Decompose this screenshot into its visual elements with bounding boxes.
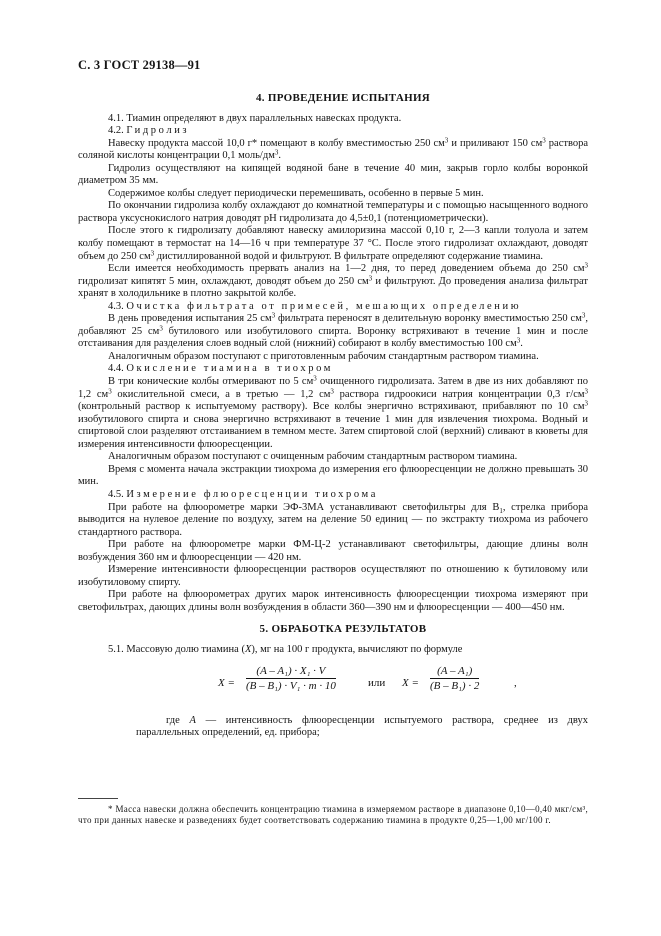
paragraph-cool: По окончании гидролиза колбу охлаждают до комнатной температуры и с помощью насыщенного водного раствора уксуснокислого натрия доводят рН гидролизата до 4,5±0,1 (потенциометрически). (78, 200, 588, 224)
page-header: С. 3 ГОСТ 29138—91 (78, 58, 201, 72)
paragraph-measure: Измерение интенсивности флюоресценции растворов осуществляют по отношению к бутиловому или изобутиловому спирту. (78, 564, 588, 588)
paragraph-time-limit: Время с момента начала экстракции тиохрома до измерения его флюоресценции не должно превышать 30 мин. (78, 463, 588, 488)
formula-numerator-1: (A – A₁) · X₁ · V (246, 665, 336, 680)
formula-fraction-1 (246, 665, 336, 693)
formula-lhs-2: X = (402, 676, 419, 689)
paragraph-hydrolysis: Гидролиз осуществляют на кипящей водяной бане в течение 40 мин, закрыв горло колбы воронкой диаметром 35 мм. (78, 162, 588, 187)
paragraph-amylorizin: После этого к гидролизату добавляют навеску амилоризина массой 0,10 г, 2—3 капли толуола и затем колбу помещают в термостат на 14—16 ч при температуре 37 °С. После этого гидролизат охлаждают, доводят объем до 250 $см^3$ дистиллированной водой и фильтруют. В фильтрате определяют содержание тиамина. (78, 225, 588, 262)
formula-or: или (368, 676, 386, 689)
document-body (78, 88, 588, 740)
paragraph-oxidation-standard: Аналогичным образом поступают с очищенным рабочим стандартным раствором тиамина. (108, 451, 518, 463)
paragraph-other-fluorometers: При работе на флюорометрах других марок интенсивность флюоресценции тиохрома измеряют при светофильтрах, дающих длины волн возбуждения в области 360—390 нм и флюоресценции — 400—450 нм. (78, 589, 588, 613)
heading-4-2-text: Гидролиз (126, 125, 190, 137)
section-5-title: 5. ОБРАБОТКА РЕЗУЛЬТАТОВ (259, 623, 427, 636)
footnote (78, 804, 588, 826)
paragraph-interrupt: Если имеется необходимость прервать анализ на 1—2 дня, то перед доведением объема до 250 $см^3$ гидролизат кипятят 5 мин, охлаждают, доводят объем до 250 $см^3$ и фильтруют. До проведения анализа фильтрат хранят в холодильнике в плотно закрытой колбе. (78, 261, 588, 300)
paragraph-clean: В день проведения испытания 25 $см^3$ фильтрата переносят в делительную воронку вместимостью 250 $см^3$, добавляют 25 $см^3$ бутилового или изобутилового спирта. Воронку встряхивают в течение 1 мин и после отстаивания для разделения слоев водный слой (нижний) собирают в колбу вместимостью 100 $см^3$. (78, 311, 588, 350)
paragraph-4-1: 4.1. Тиамин определяют в двух параллельных навесках продукта. (108, 112, 402, 124)
footnote-text: * Масса навески должна обеспечить концентрацию тиамина в измеряемом растворе в диапазоне 0,10—0,40 мкг/см³, что при данных навеске и разведениях будет соответствовать содержанию тиамина в продукте 0,25—1,00 мг/100 г. (78, 804, 588, 826)
paragraph-ef3ma: При работе на флюорометре марки ЭФ-3МА устанавливают светофильтры для $В_1$, стрелка прибора выводится на нулевое деление по воздуху, затем на деление 50 единиц — по экстракту тиохрома из рабочего стандартного раствора. (78, 501, 588, 538)
paragraph-5-1: 5.1. Массовую долю тиамина (X), мг на 100 г продукта, вычисляют по формуле (108, 643, 463, 655)
paragraph-oxidation: В три конические колбы отмеривают по 5 $см^3$ очищенного гидролизата. Затем в две из них добавляют по 1,2 $см^3$ окислительной смеси, а в третью — 1,2 $см^3$ раствора гидроокиси натрия концентрации 0,3 $г/см^3$ (контрольный раствор к испытуемому раствору). Все колбы энергично встряхивают, прибавляют по 10 $см^3$ изобутилового спирта и снова энергично встряхивают в течение 1 мин для извлечения тиохрома. Водный и спиртовой слои разделяют отстаиванием в темном месте. Затем спиртовой слой (верхний) сливают в кюветы для измерения интенсивности флюоресценции. (78, 374, 588, 450)
heading-4-3: 4.3. Очистка фильтрата от примесей, мешающих определению (108, 300, 522, 312)
paragraph-sample: Навеску продукта массой 10,0 г* помещают в колбу вместимостью 250 $см^3$ и приливают 150 $см^3$ раствора соляной кислоты концентрации 0,1 моль/$дм^3$. (78, 136, 588, 162)
heading-4-2: 4.2. Гидролиз (108, 125, 190, 137)
formula-numerator-2: (A – A₁) (430, 665, 479, 680)
paragraph-where-a: где A — интенсивность флюоресценции испытуемого раствора, среднее из двух параллельных определений, ед. прибора; (136, 714, 588, 739)
paragraph-shake: Содержимое колбы следует периодически перемешивать, особенно в первые 5 мин. (108, 187, 484, 199)
paragraph-clean-standard: Аналогичным образом поступают с приготовленным рабочим стандартным раствором тиамина. (108, 350, 539, 362)
heading-4-4-text: Окисление тиамина в тиохром (126, 363, 333, 375)
thiamine-formula (78, 665, 588, 705)
formula-denominator-1: (B – B₁) · V₁ · m · 10 (246, 680, 336, 693)
formula-fraction-2 (430, 665, 479, 693)
heading-4-5-text: Измерение флюоресценции тиохрома (126, 488, 378, 500)
formula-comma: , (514, 676, 517, 689)
formula-denominator-2: (B – B₁) · 2 (430, 680, 480, 693)
formula-lhs-1: X = (218, 676, 235, 689)
heading-4-3-text: Очистка фильтрата от примесей, мешающих определению (126, 300, 522, 312)
heading-4-5: 4.5. Измерение флюоресценции тиохрома (108, 488, 378, 500)
footnote-divider (78, 798, 118, 799)
heading-4-4: 4.4. Окисление тиамина в тиохром (108, 363, 333, 375)
paragraph-fmc2: При работе на флюорометре марки ФМ-Ц-2 устанавливают светофильтры, дающие длины волн возбуждения 360 нм и флюоресценции — 420 нм. (78, 539, 588, 563)
section-4-title: 4. ПРОВЕДЕНИЕ ИСПЫТАНИЯ (255, 92, 431, 104)
